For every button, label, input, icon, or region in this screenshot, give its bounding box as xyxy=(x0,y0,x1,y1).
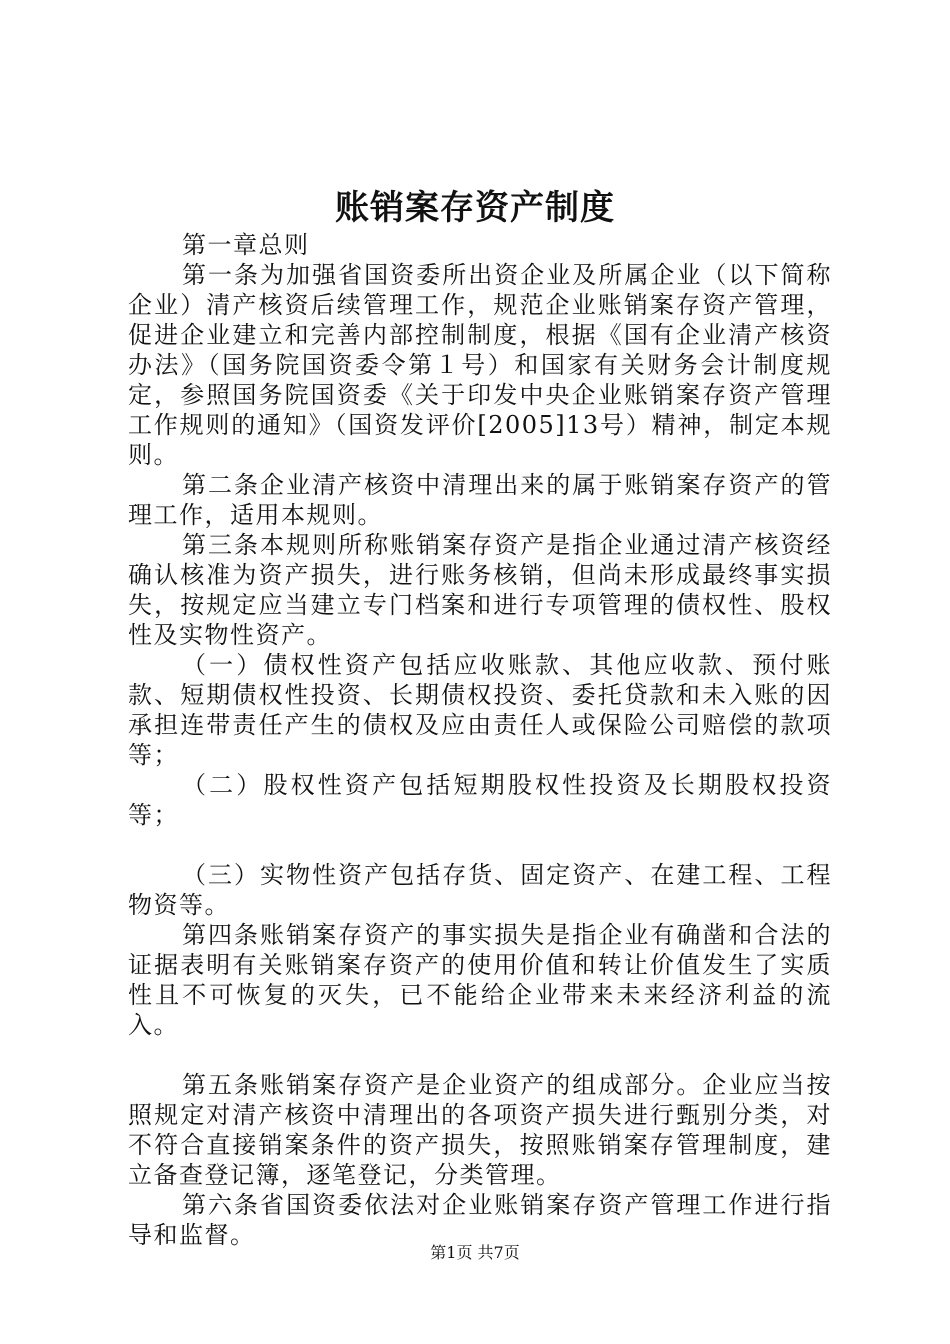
paragraph-gap xyxy=(128,1040,832,1070)
article-4: 第四条账销案存资产的事实损失是指企业有确凿和合法的证据表明有关账销案存资产的使用价值和转让价值发生了实质性且不可恢复的灭失，已不能给企业带来未来经济利益的流入。 xyxy=(128,921,832,1039)
article-1: 第一条为加强省国资委所出资企业及所属企业（以下简称企业）清产核资后续管理工作，规范企业账销案存资产管理，促进企业建立和完善内部控制制度，根据《国有企业清产核资办法》（国务院国资委令第１号）和国家有关财务会计制度规定，参照国务院国资委《关于印发中央企业账销案存资产管理工作规则的通知》（国资发评价[2005]13号）精神，制定本规则。 xyxy=(128,261,832,469)
article-3: 第三条本规则所称账销案存资产是指企业通过清产核资经确认核准为资产损失，进行账务核销，但尚未形成最终事实损失，按规定应当建立专门档案和进行专项管理的债权性、股权性及实物性资产。 xyxy=(128,531,832,649)
chapter-heading: 第一章总则 xyxy=(182,231,310,259)
page-number-footer: 第1页 共7页 xyxy=(430,1243,520,1262)
item-1-debt-assets: （一）债权性资产包括应收账款、其他应收款、预付账款、短期债权性投资、长期债权投资、委托贷款和未入账的因承担连带责任产生的债权及应由责任人或保险公司赔偿的款项等； xyxy=(128,651,832,769)
article-5: 第五条账销案存资产是企业资产的组成部分。企业应当按照规定对清产核资中清理出的各项资产损失进行甄别分类，对不符合直接销案条件的资产损失，按照账销案存管理制度，建立备查登记簿，逐笔登记，分类管理。 xyxy=(128,1071,832,1189)
item-2-equity-assets: （二）股权性资产包括短期股权性投资及长期股权投资等； xyxy=(128,771,832,829)
article-6: 第六条省国资委依法对企业账销案存资产管理工作进行指导和监督。 xyxy=(128,1191,832,1249)
paragraph-gap xyxy=(128,830,832,860)
item-3-physical-assets: （三）实物性资产包括存货、固定资产、在建工程、工程物资等。 xyxy=(128,861,832,919)
document-body xyxy=(128,230,832,1250)
document-title: 账销案存资产制度 xyxy=(335,188,615,228)
article-2: 第二条企业清产核资中清理出来的属于账销案存资产的管理工作，适用本规则。 xyxy=(128,471,832,529)
